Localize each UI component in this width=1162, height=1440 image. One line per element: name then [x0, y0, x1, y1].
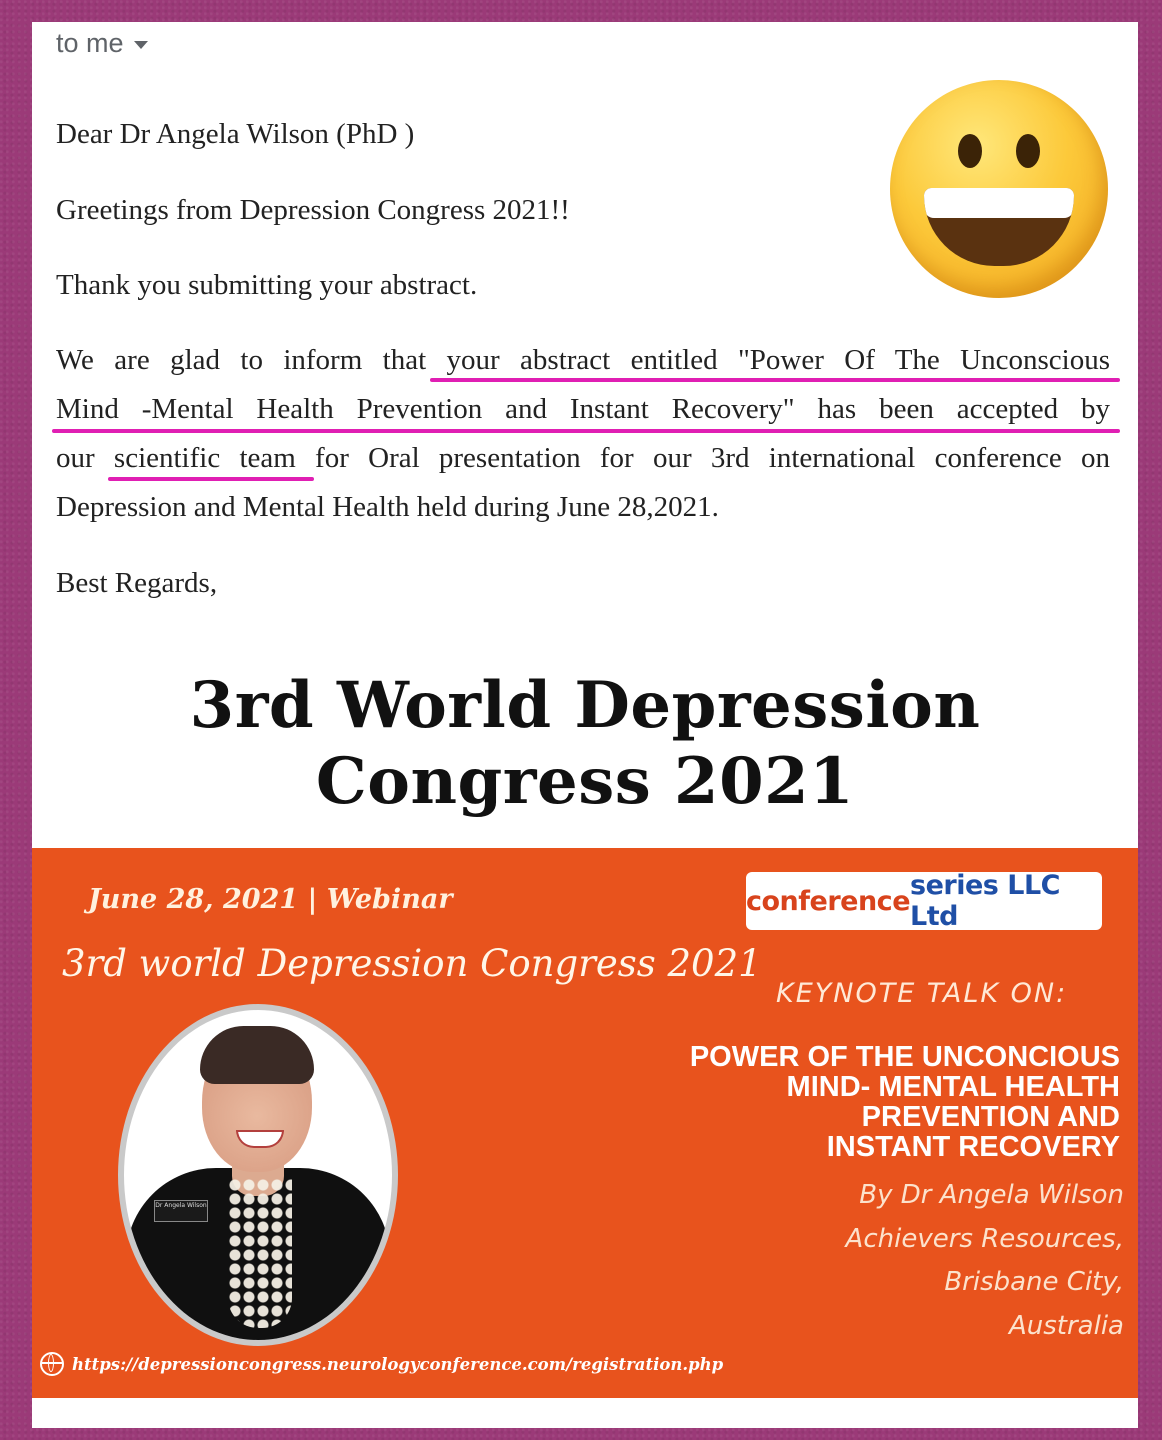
thanks-line: Thank you submitting your abstract.	[56, 269, 478, 301]
body-line: our scientific team for Oral presentation for our 3rd international conference on	[56, 442, 1110, 474]
recipient-dropdown[interactable]	[56, 28, 148, 59]
conferenceseries-logo	[746, 872, 1102, 930]
registration-link[interactable]	[40, 1352, 723, 1376]
recipient-label: to me	[56, 28, 124, 58]
emoji-teeth	[924, 188, 1074, 218]
highlight-underline	[430, 378, 1120, 382]
grinning-face-icon	[890, 80, 1108, 298]
event-name: 3rd world Depression Congress 2021	[62, 942, 762, 985]
greeting: Greetings from Depression Congress 2021!!	[56, 194, 570, 226]
byline-line: Achievers Resources,	[845, 1223, 1124, 1254]
globe-icon	[40, 1352, 64, 1376]
registration-url[interactable]: https://depressioncongress.neurologyconference.com/registration.php	[72, 1354, 724, 1374]
emoji-eye	[1016, 134, 1040, 168]
email-message	[32, 22, 1138, 620]
highlight-underline	[108, 477, 314, 481]
name-badge: Dr Angela Wilson	[154, 1200, 208, 1222]
salutation: Dear Dr Angela Wilson (PhD )	[56, 118, 415, 150]
bottom-border-strip	[32, 1398, 1138, 1428]
headline-line-2: Congress 2021	[315, 744, 855, 819]
talk-title-line: POWER OF THE UNCONCIOUS	[689, 1041, 1120, 1073]
body-line: Mind -Mental Health Prevention and Instant Recovery" has been accepted by	[56, 393, 1110, 425]
email-body	[56, 336, 1110, 532]
body-line: We are glad to inform that your abstract entitled "Power Of The Unconscious	[56, 344, 1110, 376]
pearl-necklace	[228, 1178, 292, 1328]
talk-title-line: PREVENTION AND	[861, 1101, 1120, 1133]
emoji-mouth	[924, 188, 1074, 266]
talk-title-line: MIND- MENTAL HEALTH	[786, 1071, 1120, 1103]
signoff: Best Regards,	[56, 567, 218, 599]
event-banner	[32, 848, 1138, 1398]
photo-hair	[200, 1026, 314, 1084]
headline-line-1: 3rd World Depression	[189, 668, 981, 743]
byline-line: By Dr Angela Wilson	[859, 1180, 1124, 1210]
talk-title	[580, 1042, 1120, 1162]
speaker-photo	[118, 1004, 398, 1346]
event-date: June 28, 2021 | Webinar	[88, 884, 453, 915]
keynote-label: KEYNOTE TALK ON:	[776, 978, 1068, 1009]
body-line: Depression and Mental Health held during June 28,2021.	[56, 491, 719, 523]
byline-line: Brisbane City,	[944, 1267, 1124, 1297]
speaker-byline	[624, 1174, 1124, 1348]
logo-text-part1: conference	[746, 885, 911, 917]
chevron-down-icon[interactable]	[134, 41, 148, 49]
byline-line: Australia	[1008, 1310, 1124, 1341]
talk-title-line: INSTANT RECOVERY	[826, 1131, 1120, 1163]
logo-text-part2: series LLC Ltd	[910, 870, 1060, 932]
emoji-eye	[958, 134, 982, 168]
highlight-underline	[52, 429, 1120, 433]
headline-block	[32, 620, 1138, 848]
